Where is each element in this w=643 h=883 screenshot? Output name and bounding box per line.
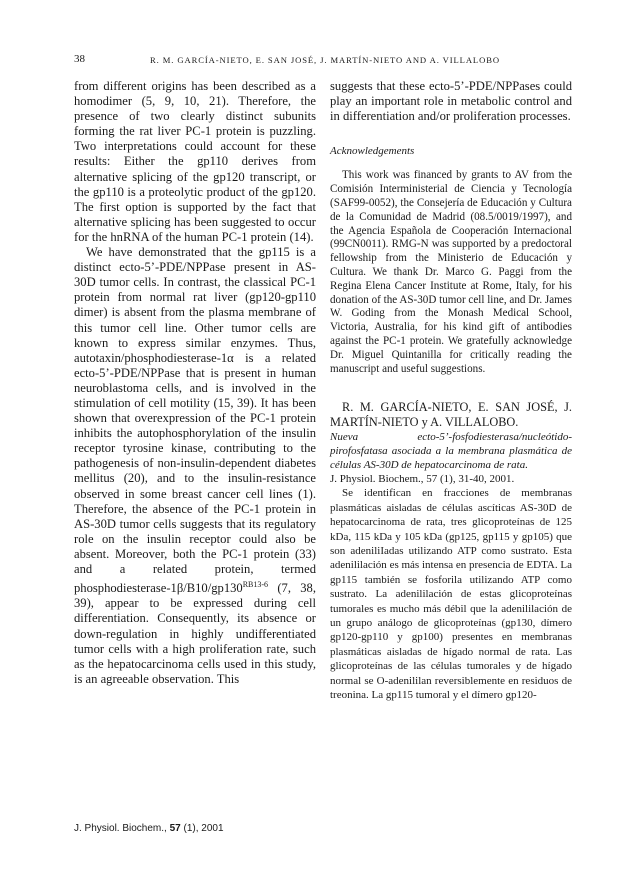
abstract-reference: J. Physiol. Biochem., 57 (1), 31-40, 2001.	[330, 473, 515, 486]
discussion-paragraph-3: suggests that these ecto-5’-PDE/NPPases could play an important role in metabolic control and in differentiation and/or proliferation processes.	[330, 79, 572, 124]
footer-issue-year: (1), 2001	[183, 823, 224, 834]
acknowledgements-heading: Acknowledgements	[330, 145, 415, 158]
discussion-paragraph-1: from different origins has been described as a homodimer (5, 9, 10, 21). Therefore, the presence of two clearly distinct subunits forming the rat liver PC-1 protein is puzzling. Two interpretations could account for these results: Either the gp110 derives from alternative splicing of the gp120 transcript, or the gp110 is a proteolytic product of the gp120. The first option is supported by the fact that alternative splicing has been suggested to occur for the hnRNA of the human PC-1 protein (14).	[74, 79, 316, 244]
abstract-authors: R. M. GARCÍA-NIETO, E. SAN JOSÉ, J. MARTÍN-NIETO y A. VILLALOBO.	[330, 400, 572, 430]
abstract-title: Nueva ecto-5’-fosfodiesterasa/nucleótido-pirofosfatasa asociada a la membrana plasmática de células AS-30D de hepatocarcinoma de rata.	[330, 431, 572, 472]
left-column	[74, 79, 316, 687]
footer-volume: 57	[169, 823, 181, 834]
paragraph-2-text-end: (7, 38, 39), appear to be expressed during cell differentiation. Consequently, its absence or down-regulation in highly undifferentiated tumor cells with a high proliferation rate, such as the hepatocarcinoma cells used in this study, is an agreeable observation. This	[74, 581, 316, 686]
discussion-paragraph-2	[74, 245, 316, 687]
page-number: 38	[74, 53, 85, 65]
superscript-rb13: RB13-6	[242, 580, 269, 590]
paragraph-2-text-start: We have demonstrated that the gp115 is a distinct ecto-5’-PDE/NPPase present in AS-30D tumor cells. In contrast, the classical PC-1 protein from normal rat liver (gp120-gp110 dimer) is absent from the plasma membrane of this tumor cell line. Other tumor cells are known to express similar enzymes. Thus, autotaxin/phosphodiesterase-1α is a related ecto-5’-PDE/NPPase that is present in human neuroblastoma cells, and is involved in the stimulation of cell motility (15, 39). It has been shown that overexpression of the PC-1 protein inhibits the autophosphorylation of the insulin receptor tyrosine kinase, contributing to the pathogenesis of non-insulin-dependent diabetes mellitus (20), and to the insulin-resistance observed in some breast cancer cell lines (1). Therefore, the absence of the PC-1 protein in AS-30D tumor cells suggests that its regulatory role on the insulin receptor could also be absent. Moreover, both the PC-1 protein (33) and a related protein, termed phosphodiesterase-1β/B10/gp130	[74, 245, 316, 596]
acknowledgements-text: This work was financed by grants to AV from the Comisión Interministerial de Ciencia y Tecnología (SAF99-0052), the Consejería de Educación y Cultura de la Comunidad de Madrid (08.5/0019/1997), and the Agencia Española de Cooperación Internacional (99CN0011). RMG-N was supported by a predoctoral fellowship from the Ministerio de Educación y Cultura. We thank Dr. Marco G. Paggi from the Regina Elena Cancer Institute at Rome, Italy, for his donation of the AS-30D tumor cell line, and Dr. James W. Goding from the Monash Medical School, Victoria, Australia, for his kind gift of antibodies against the PC-1 protein. We gratefully acknowledge Dr. Miguel Quintanilla for critically reading the manuscript and useful suggestions.	[330, 169, 572, 375]
page-footer	[74, 823, 224, 834]
footer-journal: J. Physiol. Biochem.,	[74, 823, 167, 834]
right-column	[330, 79, 572, 702]
running-head: R. M. GARCÍA-NIETO, E. SAN JOSÉ, J. MARTÍN-NIETO AND A. VILLALOBO	[150, 55, 500, 65]
abstract-body: Se identifican en fracciones de membranas plasmáticas aisladas de células ascíticas AS-30D de hepatocarcinoma de rata, tres glicoproteínas de 125 kDa, 115 kDa y 105 kDa (gp125, gp115 y gp105) que son adeniliIadas utilizando ATP como sustrato. Esta adenililación es más intensa en presencia de EDTA. La gp115 también se fosforila utilizando ATP como sustrato. La adenililación de estas glicoproteínas tumorales es mucho más débil que la adenililación de un grupo análogo de glicoproteínas (gp130, dímero gp120-gp110 y gp100) presentes en membranas plasmáticas aisladas de hígado normal de rata. Las glicoproteínas de las células tumorales y de hígado normal se O-adenililan reversiblemente en residuos de treonina. La gp115 tumoral y el dímero gp120-	[330, 487, 572, 702]
